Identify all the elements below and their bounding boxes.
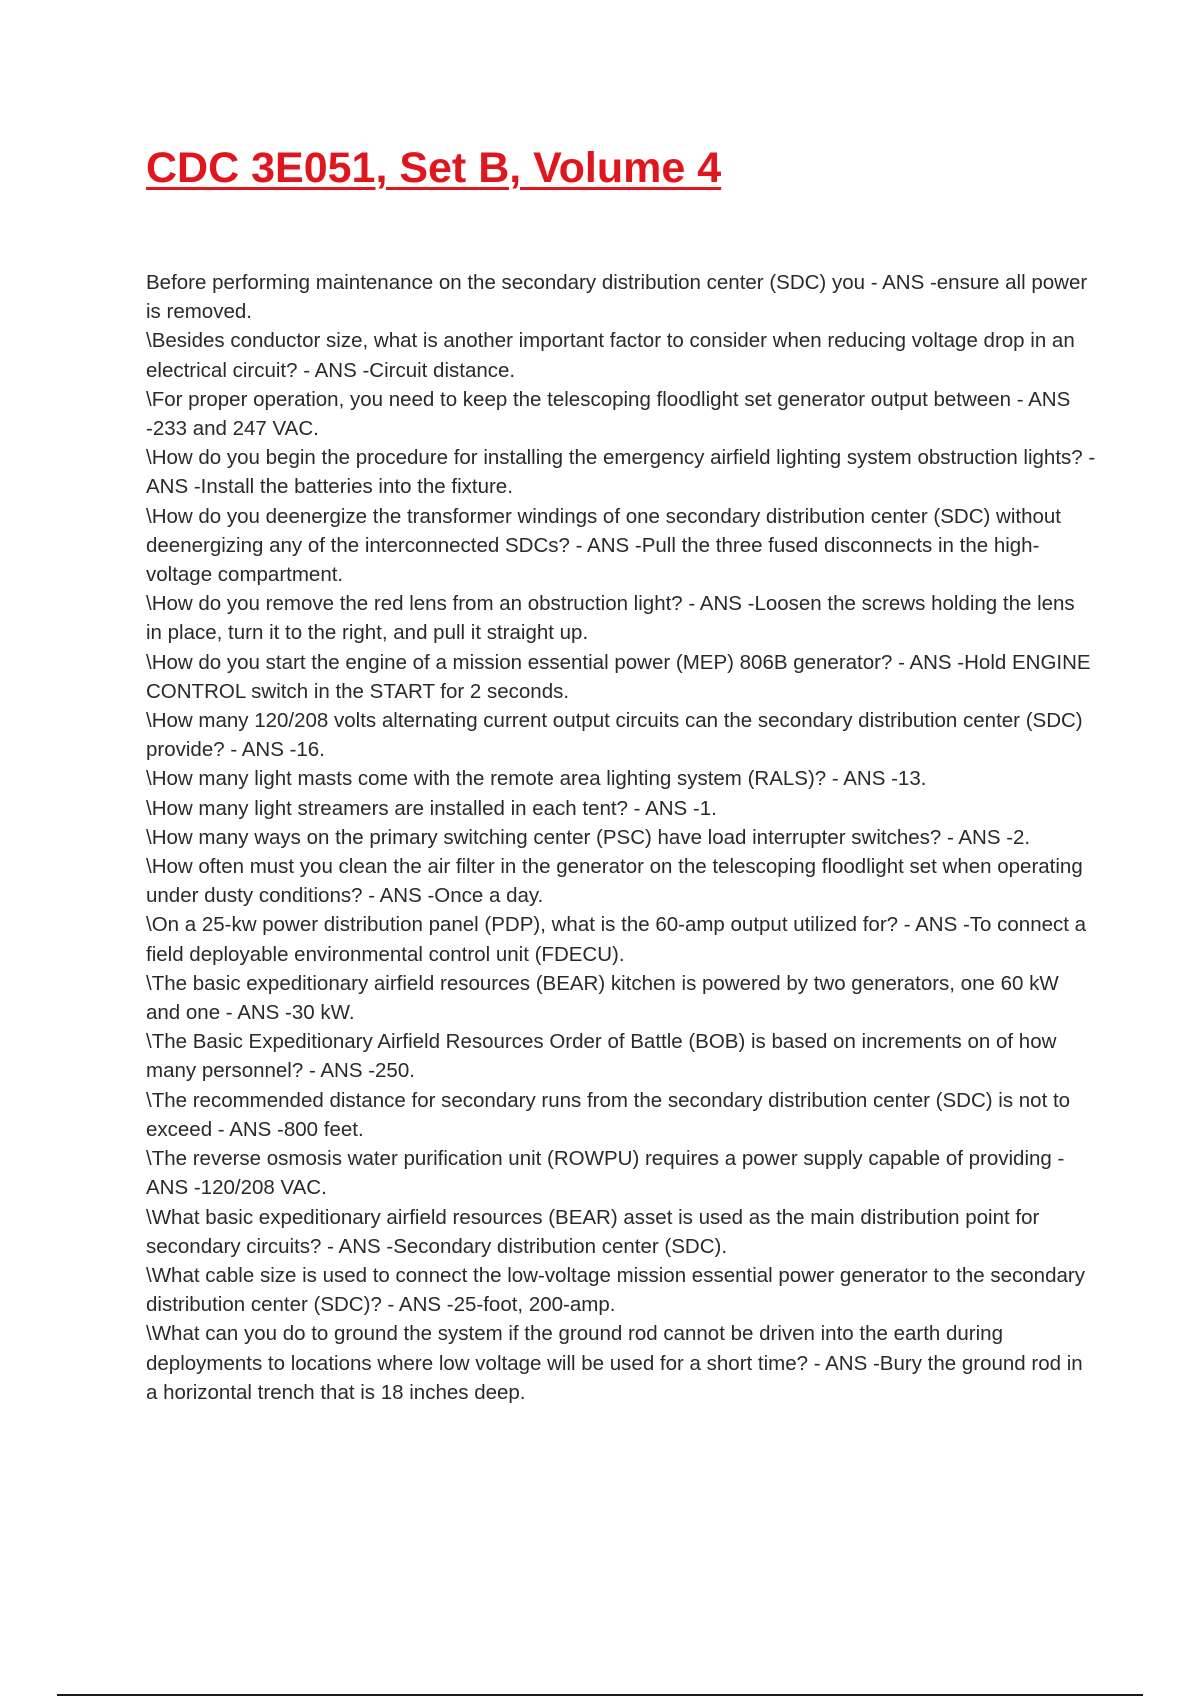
qa-entry: \What basic expeditionary airfield resources (BEAR) asset is used as the main distribution point for secondary circuits? - ANS -Secondary distribution center (SDC). <box>146 1205 1040 1258</box>
qa-entry: \How many 120/208 volts alternating current output circuits can the secondary distribution center (SDC) provide? - ANS -16. <box>146 709 1083 762</box>
footer-divider <box>57 1694 1143 1696</box>
qa-entry: Before performing maintenance on the secondary distribution center (SDC) you - ANS -ensure all power is removed. <box>146 271 1088 324</box>
qa-entry: \The basic expeditionary airfield resources (BEAR) kitchen is powered by two generators, one 60 kW and one - ANS -30 kW. <box>146 971 1059 1025</box>
qa-entry: \Besides conductor size, what is another important factor to consider when reducing voltage drop in an electrical circuit? - ANS -Circuit distance. <box>146 329 1075 382</box>
qa-entry: \How do you remove the red lens from an obstruction light? - ANS -Loosen the screws holding the lens in place, turn it to the right, and pull it straight up. <box>146 592 1075 645</box>
qa-entry: \The Basic Expeditionary Airfield Resources Order of Battle (BOB) is based on increments on of how many personnel? - ANS -250. <box>146 1030 1057 1083</box>
qa-entry: \How many light streamers are installed in each tent? - ANS -1. <box>146 796 717 820</box>
qa-entry: \How do you begin the procedure for installing the emergency airfield lighting system obstruction lights? - ANS -Install the batteries into the fixture. <box>146 446 1096 499</box>
qa-entry: \How many light masts come with the remote area lighting system (RALS)? - ANS -13. <box>146 767 927 791</box>
qa-entry: \What can you do to ground the system if the ground rod cannot be driven into the earth during deployments to locations where low voltage will be used for a short time? - ANS -Bury the ground rod in a horizontal trench that is 18 inches deep. <box>146 1322 1083 1404</box>
qa-entry: \The reverse osmosis water purification unit (ROWPU) requires a power supply capable of providing - ANS -120/208 VAC. <box>146 1147 1065 1200</box>
qa-entry: \How do you deenergize the transformer windings of one secondary distribution center (SDC) without deenergizing any of the interconnected SDCs? - ANS -Pull the three fused disconnects in the high-voltage compartment. <box>146 504 1061 587</box>
qa-entry: \What cable size is used to connect the low-voltage mission essential power generator to the secondary distribution center (SDC)? - ANS -25-foot, 200-amp. <box>146 1263 1085 1317</box>
qa-entry: \How often must you clean the air filter in the generator on the telescoping floodlight set when operating under dusty conditions? - ANS -Once a day. <box>146 855 1083 908</box>
qa-list <box>146 268 1096 1407</box>
qa-entry: \On a 25-kw power distribution panel (PDP), what is the 60-amp output utilized for? - ANS -To connect a field deployable environmental control unit (FDECU). <box>146 913 1087 966</box>
qa-entry: \The recommended distance for secondary runs from the secondary distribution center (SDC) is not to exceed - ANS -800 feet. <box>146 1088 1071 1141</box>
document-title: CDC 3E051, Set B, Volume 4 <box>146 144 722 192</box>
qa-entry: \For proper operation, you need to keep the telescoping floodlight set generator output between - ANS -233 and 247 VAC. <box>146 387 1071 441</box>
qa-entry: \How many ways on the primary switching center (PSC) have load interrupter switches? - ANS -2. <box>146 825 1031 849</box>
qa-entry: \How do you start the engine of a mission essential power (MEP) 806B generator? - ANS -Hold ENGINE CONTROL switch in the START for 2 seconds. <box>146 650 1091 703</box>
